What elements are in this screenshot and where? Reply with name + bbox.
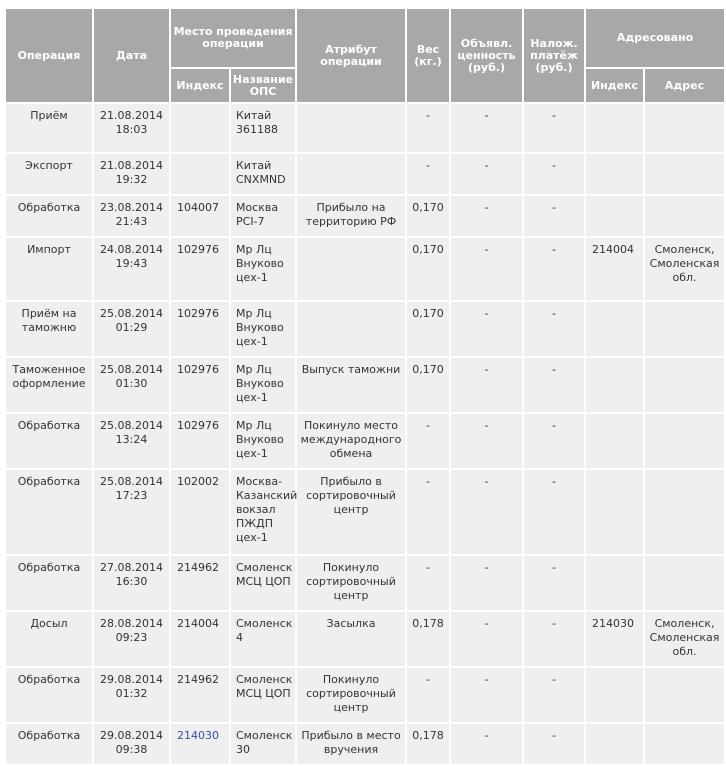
cell-weight: 0,170 bbox=[407, 358, 449, 412]
cell-place: Смоленск МСЦ ЦОП bbox=[231, 668, 295, 722]
header-address: Адрес bbox=[645, 69, 724, 102]
table-row bbox=[6, 302, 724, 356]
cell-date: 24.08.2014 19:43 bbox=[94, 238, 169, 300]
cell-weight: 0,170 bbox=[407, 302, 449, 356]
cell-date: 21.08.2014 19:32 bbox=[94, 154, 169, 194]
cell-index: 102976 bbox=[171, 414, 229, 468]
cell-addr-index bbox=[586, 414, 643, 468]
cell-declared-value: - bbox=[451, 724, 522, 764]
cell-declared-value: - bbox=[451, 302, 522, 356]
cell-cod: - bbox=[524, 154, 584, 194]
cell-place: Китай 361188 bbox=[231, 104, 295, 152]
cell-addr-index: 214030 bbox=[586, 612, 643, 666]
cell-address bbox=[645, 358, 724, 412]
cell-addr-index bbox=[586, 154, 643, 194]
table-row bbox=[6, 556, 724, 610]
cell-cod: - bbox=[524, 358, 584, 412]
cell-attribute: Покинуло сортировочный центр bbox=[297, 556, 405, 610]
header-attribute: Атрибут операции bbox=[297, 9, 405, 102]
cell-weight: 0,170 bbox=[407, 238, 449, 300]
cell-attribute bbox=[297, 302, 405, 356]
cell-attribute: Засылка bbox=[297, 612, 405, 666]
cell-place: Китай CNXMND bbox=[231, 154, 295, 194]
cell-index: 102976 bbox=[171, 358, 229, 412]
cell-cod: - bbox=[524, 302, 584, 356]
cell-operation: Приём bbox=[6, 104, 92, 152]
cell-weight: - bbox=[407, 104, 449, 152]
cell-date: 25.08.2014 01:30 bbox=[94, 358, 169, 412]
cell-weight: 0,178 bbox=[407, 612, 449, 666]
table-row bbox=[6, 154, 724, 194]
cell-operation: Обработка bbox=[6, 414, 92, 468]
cell-attribute: Покинуло место международного обмена bbox=[297, 414, 405, 468]
cell-index bbox=[171, 104, 229, 152]
header-declared-value: Объявл. ценность (руб.) bbox=[451, 9, 522, 102]
cell-place: Мр Лц Внуково цех-1 bbox=[231, 238, 295, 300]
cell-place: Мр Лц Внуково цех-1 bbox=[231, 414, 295, 468]
cell-index: 102976 bbox=[171, 302, 229, 356]
header-ops-name: Название ОПС bbox=[231, 69, 295, 102]
tracking-table bbox=[4, 7, 726, 766]
cell-place: Москва-Казанский вокзал ПЖДП цех-1 bbox=[231, 470, 295, 554]
cell-place: Мр Лц Внуково цех-1 bbox=[231, 358, 295, 412]
cell-attribute: Прибыло на территорию РФ bbox=[297, 196, 405, 236]
cell-weight: - bbox=[407, 414, 449, 468]
cell-address bbox=[645, 196, 724, 236]
cell-index: 104007 bbox=[171, 196, 229, 236]
cell-operation: Досыл bbox=[6, 612, 92, 666]
cell-address: Смоленск, Смоленская обл. bbox=[645, 238, 724, 300]
header-addr-index: Индекс bbox=[586, 69, 643, 102]
cell-cod: - bbox=[524, 724, 584, 764]
cell-addr-index bbox=[586, 470, 643, 554]
cell-address bbox=[645, 668, 724, 722]
cell-index: 214962 bbox=[171, 556, 229, 610]
cell-place: Смоленск 30 bbox=[231, 724, 295, 764]
cell-weight: - bbox=[407, 668, 449, 722]
cell-place: Мр Лц Внуково цех-1 bbox=[231, 302, 295, 356]
cell-weight: 0,170 bbox=[407, 196, 449, 236]
cell-declared-value: - bbox=[451, 668, 522, 722]
cell-operation: Обработка bbox=[6, 724, 92, 764]
header-weight: Вес (кг.) bbox=[407, 9, 449, 102]
cell-addr-index bbox=[586, 358, 643, 412]
table-row bbox=[6, 358, 724, 412]
cell-declared-value: - bbox=[451, 358, 522, 412]
cell-cod: - bbox=[524, 104, 584, 152]
cell-cod: - bbox=[524, 668, 584, 722]
cell-place: Смоленск МСЦ ЦОП bbox=[231, 556, 295, 610]
cell-weight: - bbox=[407, 154, 449, 194]
header-date: Дата bbox=[94, 9, 169, 102]
cell-date: 29.08.2014 09:38 bbox=[94, 724, 169, 764]
cell-cod: - bbox=[524, 612, 584, 666]
cell-declared-value: - bbox=[451, 414, 522, 468]
table-row bbox=[6, 414, 724, 468]
table-row bbox=[6, 196, 724, 236]
cell-date: 25.08.2014 01:29 bbox=[94, 302, 169, 356]
cell-cod: - bbox=[524, 556, 584, 610]
cell-addr-index bbox=[586, 196, 643, 236]
cell-operation: Обработка bbox=[6, 668, 92, 722]
cell-cod: - bbox=[524, 470, 584, 554]
cell-place: Смоленск 4 bbox=[231, 612, 295, 666]
cell-date: 29.08.2014 01:32 bbox=[94, 668, 169, 722]
cell-weight: - bbox=[407, 470, 449, 554]
cell-date: 21.08.2014 18:03 bbox=[94, 104, 169, 152]
cell-index: 214962 bbox=[171, 668, 229, 722]
header-cod: Налож. платёж (руб.) bbox=[524, 9, 584, 102]
cell-address: Смоленск, Смоленская обл. bbox=[645, 612, 724, 666]
cell-cod: - bbox=[524, 238, 584, 300]
cell-declared-value: - bbox=[451, 612, 522, 666]
cell-addr-index bbox=[586, 724, 643, 764]
table-row bbox=[6, 724, 724, 764]
cell-date: 28.08.2014 09:23 bbox=[94, 612, 169, 666]
table-row bbox=[6, 104, 724, 152]
cell-attribute bbox=[297, 238, 405, 300]
cell-declared-value: - bbox=[451, 238, 522, 300]
cell-address bbox=[645, 302, 724, 356]
cell-operation: Таможенное оформление bbox=[6, 358, 92, 412]
header-addressed: Адресовано bbox=[586, 9, 724, 67]
cell-operation: Обработка bbox=[6, 470, 92, 554]
cell-addr-index bbox=[586, 302, 643, 356]
cell-cod: - bbox=[524, 196, 584, 236]
cell-index: 102002 bbox=[171, 470, 229, 554]
cell-date: 25.08.2014 17:23 bbox=[94, 470, 169, 554]
header-place: Место проведения операции bbox=[171, 9, 295, 67]
table-row bbox=[6, 470, 724, 554]
cell-date: 23.08.2014 21:43 bbox=[94, 196, 169, 236]
cell-address bbox=[645, 154, 724, 194]
cell-weight: 0,178 bbox=[407, 724, 449, 764]
cell-declared-value: - bbox=[451, 470, 522, 554]
cell-declared-value: - bbox=[451, 196, 522, 236]
cell-index[interactable]: 214030 bbox=[171, 724, 229, 764]
cell-address bbox=[645, 470, 724, 554]
cell-attribute: Покинуло сортировочный центр bbox=[297, 668, 405, 722]
cell-addr-index bbox=[586, 556, 643, 610]
cell-index bbox=[171, 154, 229, 194]
cell-addr-index: 214004 bbox=[586, 238, 643, 300]
table-row bbox=[6, 668, 724, 722]
cell-attribute: Прибыло в место вручения bbox=[297, 724, 405, 764]
cell-declared-value: - bbox=[451, 154, 522, 194]
cell-attribute bbox=[297, 104, 405, 152]
cell-operation: Приём на таможню bbox=[6, 302, 92, 356]
cell-cod: - bbox=[524, 414, 584, 468]
cell-operation: Экспорт bbox=[6, 154, 92, 194]
cell-attribute: Прибыло в сортировочный центр bbox=[297, 470, 405, 554]
cell-place: Москва PCI-7 bbox=[231, 196, 295, 236]
cell-attribute bbox=[297, 154, 405, 194]
cell-declared-value: - bbox=[451, 104, 522, 152]
cell-operation: Обработка bbox=[6, 196, 92, 236]
cell-operation: Импорт bbox=[6, 238, 92, 300]
cell-address bbox=[645, 104, 724, 152]
cell-date: 25.08.2014 13:24 bbox=[94, 414, 169, 468]
cell-declared-value: - bbox=[451, 556, 522, 610]
cell-addr-index bbox=[586, 668, 643, 722]
cell-address bbox=[645, 724, 724, 764]
cell-weight: - bbox=[407, 556, 449, 610]
cell-index: 102976 bbox=[171, 238, 229, 300]
cell-addr-index bbox=[586, 104, 643, 152]
cell-address bbox=[645, 414, 724, 468]
header-index: Индекс bbox=[171, 69, 229, 102]
table-row bbox=[6, 238, 724, 300]
header-operation: Операция bbox=[6, 9, 92, 102]
cell-address bbox=[645, 556, 724, 610]
cell-operation: Обработка bbox=[6, 556, 92, 610]
table-row bbox=[6, 612, 724, 666]
cell-date: 27.08.2014 16:30 bbox=[94, 556, 169, 610]
cell-index: 214004 bbox=[171, 612, 229, 666]
cell-attribute: Выпуск таможни bbox=[297, 358, 405, 412]
